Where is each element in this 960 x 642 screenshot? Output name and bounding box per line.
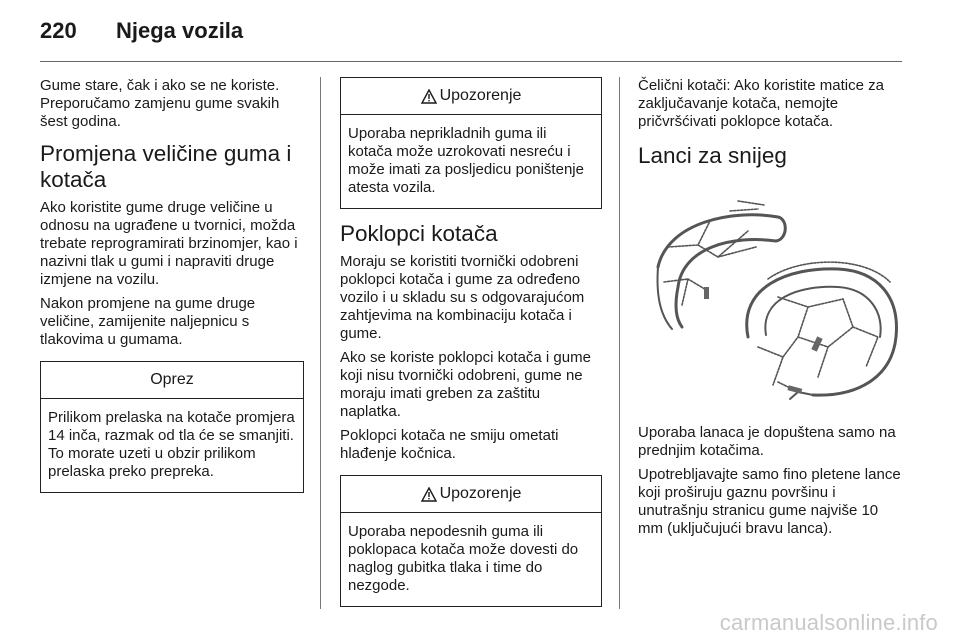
section-heading-snow-chains: Lanci za snijeg [638, 143, 787, 168]
caution-box-text: Prilikom prelaska na kotače promjera 14 inča, razmak od tla će se smanjiti. To morate uzeti u obzir prilikom prelaska preko prepreka. [48, 409, 295, 480]
wheel-covers-paragraph-3: Poklopci kotača ne smiju ometati hlađenje kočnica. [340, 427, 559, 462]
warning-box-wheel-covers [340, 475, 602, 607]
snow-chains-paragraph-2: Upotrebljavajte samo fino pletene lance koji proširuju gaznu površinu i unutrašnju stranicu gume najviše 10 mm (uključujući bravu lanca). [638, 466, 901, 537]
warning-box-text: Uporaba nepodesnih guma ili poklopaca kotača može dovesti do naglog gubitka tlaka i time do nezgode. [348, 523, 579, 594]
tire-size-paragraph-1: Ako koristite gume druge veličine u odnosu na ugrađene u tvornici, možda trebate reprogramirati brzinomjer, kao i nazivni tlak u gumi i napraviti druge izmjene na vozilu. [40, 199, 298, 288]
column-right [638, 77, 902, 544]
snow-chains-paragraph-1: Uporaba lanaca je dopuštena samo na prednjim kotačima. [638, 424, 896, 459]
warning-box-tires [340, 77, 602, 209]
warning-box-header [341, 78, 601, 115]
snow-chain-illustration [638, 187, 902, 409]
section-heading-wheel-covers: Poklopci kotača [340, 221, 498, 246]
caution-box [40, 361, 304, 493]
tire-size-paragraph-2: Nakon promjene na gume druge veličine, zamijenite naljepnicu s tlakovima u gumama. [40, 295, 256, 348]
warning-box-header [341, 476, 601, 513]
warning-box-title: Upozorenje [439, 485, 522, 502]
tire-age-paragraph: Gume stare, čak i ako se ne koriste. Preporučamo zamjenu gume svakih šest godina. [40, 77, 280, 130]
page-header [40, 18, 243, 48]
wheel-covers-paragraph-1: Moraju se koristiti tvornički odobreni poklopci kotača i gume za određeno vozilo i u skladu su s odgovarajućom zahtjevima na kombinaciju kotača i gume. [340, 253, 585, 342]
wheel-covers-paragraph-2: Ako se koriste poklopci kotača i gume koji nisu tvornički odobreni, gume ne moraju imati greben za zaštitu naplatka. [340, 349, 591, 420]
section-heading-tire-size: Promjena veličine guma i kotača [40, 141, 292, 192]
warning-triangle-icon [421, 89, 437, 104]
header-rule [40, 61, 902, 62]
chapter-title: Njega vozila [116, 18, 244, 43]
column-divider-1 [320, 77, 321, 609]
column-divider-2 [619, 77, 620, 609]
warning-triangle-icon [421, 487, 437, 502]
warning-box-title: Upozorenje [439, 87, 522, 104]
steel-wheels-paragraph: Čelični kotači: Ako koristite matice za zaključavanje kotača, nemojte pričvršćivati poklopce kotača. [638, 77, 884, 130]
caution-box-title: Oprez [41, 362, 303, 399]
watermark: carmanualsonline.info [719, 610, 938, 635]
page-number: 220 [40, 18, 77, 43]
warning-box-text: Uporaba neprikladnih guma ili kotača može uzrokovati nesreću i može imati za posljedicu poništenje atesta vozila. [348, 125, 584, 196]
column-left [40, 77, 304, 501]
column-middle [340, 77, 602, 615]
